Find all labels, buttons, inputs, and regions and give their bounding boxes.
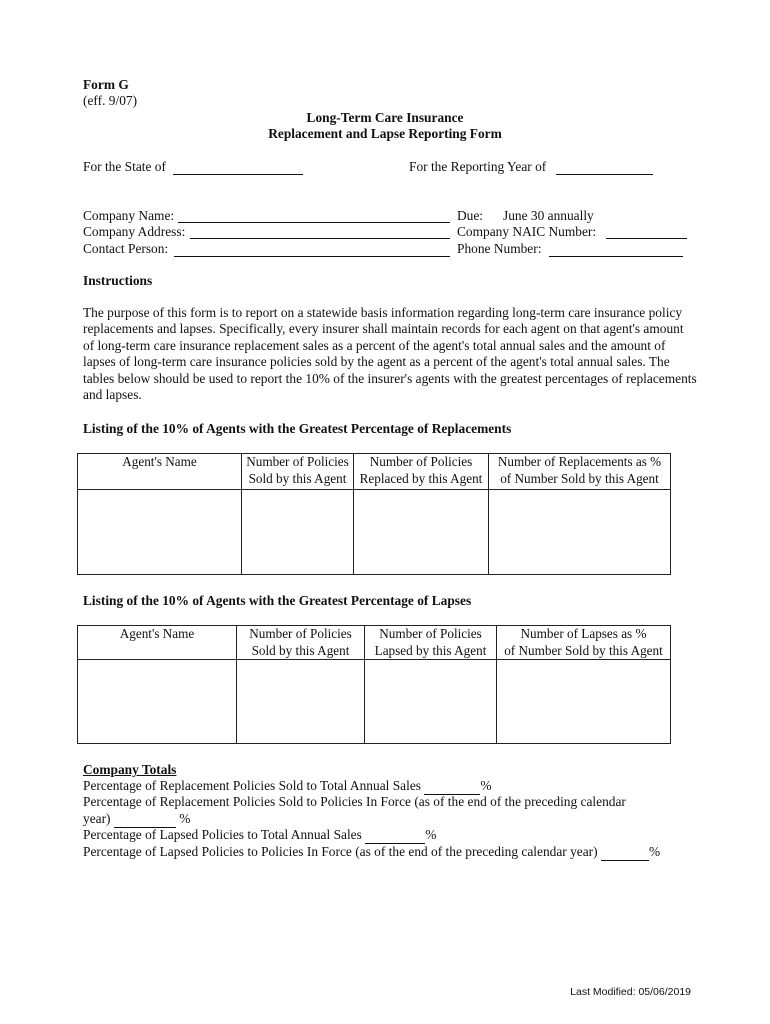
col-label: Agent's Name [122, 454, 197, 469]
totals-line-text: Percentage of Replacement Policies Sold to Policies In Force (as of the end of the preceding calendar [83, 794, 626, 809]
replacements-replaced-cell[interactable] [354, 490, 489, 575]
col-label-line2: Sold by this Agent [248, 470, 347, 486]
lapsed-inforce-input-line[interactable] [601, 844, 649, 861]
lapses-col-agent-name [78, 626, 237, 660]
totals-line-text: Percentage of Lapsed Policies to Policies In Force (as of the end of the preceding calendar year) [83, 844, 598, 859]
replacement-inforce-input-line[interactable] [114, 811, 176, 828]
replacements-table [77, 453, 671, 575]
company-totals-heading: Company Totals [83, 762, 177, 777]
col-label-line2: of Number Sold by this Agent [500, 470, 659, 486]
reporting-year-input-line[interactable] [556, 174, 653, 175]
percent-sign: % [179, 811, 191, 826]
lapses-col-lapsed [365, 626, 497, 660]
phone-number-input-line[interactable] [549, 256, 683, 257]
lapses-sold-cell[interactable] [237, 660, 365, 744]
replacements-header-row [78, 454, 671, 490]
state-input-line[interactable] [173, 174, 303, 175]
naic-number-label: Company NAIC Number: [457, 224, 597, 239]
col-label-line2: Replaced by this Agent [359, 470, 483, 486]
lapses-header-row [78, 626, 671, 660]
lapses-lapsed-cell[interactable] [365, 660, 497, 744]
col-label-line1: Number of Policies [246, 454, 349, 469]
due-label: Due: [457, 208, 484, 223]
due-value: June 30 annually [503, 208, 594, 223]
phone-number-label: Phone Number: [457, 241, 542, 256]
lapses-entry-row [78, 660, 671, 744]
contact-person-label: Contact Person: [83, 241, 169, 256]
totals-line-lapsed-inforce [83, 844, 660, 861]
lapses-col-sold [237, 626, 365, 660]
lapses-agent-name-cell[interactable] [78, 660, 237, 744]
totals-line-replacement-inforce-cont [83, 811, 190, 828]
col-label-line2: Lapsed by this Agent [374, 642, 487, 658]
totals-line-replacement-annual [83, 778, 491, 795]
lapses-table-heading: Listing of the 10% of Agents with the Greatest Percentage of Lapses [83, 593, 472, 608]
form-title-line2: Replacement and Lapse Reporting Form [268, 126, 502, 141]
effective-date: (eff. 9/07) [83, 93, 138, 108]
replacements-entry-row [78, 490, 671, 575]
replacements-col-percent [489, 454, 671, 490]
percent-sign: % [648, 844, 661, 859]
replacements-agent-name-cell[interactable] [78, 490, 242, 575]
naic-number-input-line[interactable] [606, 238, 687, 239]
replacement-annual-input-line[interactable] [424, 778, 480, 795]
col-label: Agent's Name [119, 626, 195, 641]
lapses-col-percent [497, 626, 671, 660]
col-label-line1: Number of Replacements as % [497, 454, 662, 469]
col-label-line1: Number of Lapses as % [520, 626, 647, 641]
last-modified: Last Modified: 05/06/2019 [570, 986, 691, 998]
company-address-label: Company Address: [83, 224, 186, 239]
form-id: Form G [83, 77, 129, 92]
totals-line-lapsed-annual [83, 827, 436, 844]
state-label: For the State of [83, 159, 166, 174]
company-name-label: Company Name: [83, 208, 175, 223]
reporting-year-label: For the Reporting Year of [409, 159, 547, 174]
col-label-line1: Number of Policies [379, 626, 482, 641]
replacements-percent-cell[interactable] [489, 490, 671, 575]
company-address-input-line[interactable] [190, 238, 450, 239]
replacements-col-agent-name [78, 454, 242, 490]
col-label-line1: Number of Policies [369, 454, 473, 469]
totals-line-text: year) [83, 811, 111, 826]
totals-line-text: Percentage of Replacement Policies Sold to Total Annual Sales [83, 778, 421, 793]
lapsed-annual-input-line[interactable] [365, 827, 425, 844]
company-name-input-line[interactable] [178, 222, 450, 223]
percent-sign: % [480, 778, 492, 793]
replacements-sold-cell[interactable] [242, 490, 354, 575]
lapses-percent-cell[interactable] [497, 660, 671, 744]
col-label-line1: Number of Policies [249, 626, 352, 641]
instructions-heading: Instructions [83, 273, 153, 288]
form-title-line1: Long-Term Care Insurance [306, 110, 464, 125]
contact-person-input-line[interactable] [174, 256, 450, 257]
percent-sign: % [425, 827, 437, 842]
instructions-body: The purpose of this form is to report on a statewide basis information regarding long-term care insurance policy replacements and lapses. Specifically, every insurer shall maintain records for each agent on that agent's amount of long-term care insurance replacement sales as a percent of the agent's total annual sales and the amount of lapses of long-term care insurance policies sold by the agent as a percent of the agent's total annual sales. The tables below should be used to report the 10% of the insurer's agents with the greatest percentages of replacements and lapses. [83, 305, 697, 403]
replacements-col-sold [242, 454, 354, 490]
replacements-table-heading: Listing of the 10% of Agents with the Greatest Percentage of Replacements [83, 421, 512, 436]
totals-line-replacement-inforce [83, 794, 626, 810]
replacements-col-replaced [354, 454, 489, 490]
col-label-line2: of Number Sold by this Agent [504, 642, 663, 658]
col-label-line2: Sold by this Agent [251, 642, 350, 658]
totals-line-text: Percentage of Lapsed Policies to Total Annual Sales [83, 827, 362, 842]
lapses-table [77, 625, 671, 744]
